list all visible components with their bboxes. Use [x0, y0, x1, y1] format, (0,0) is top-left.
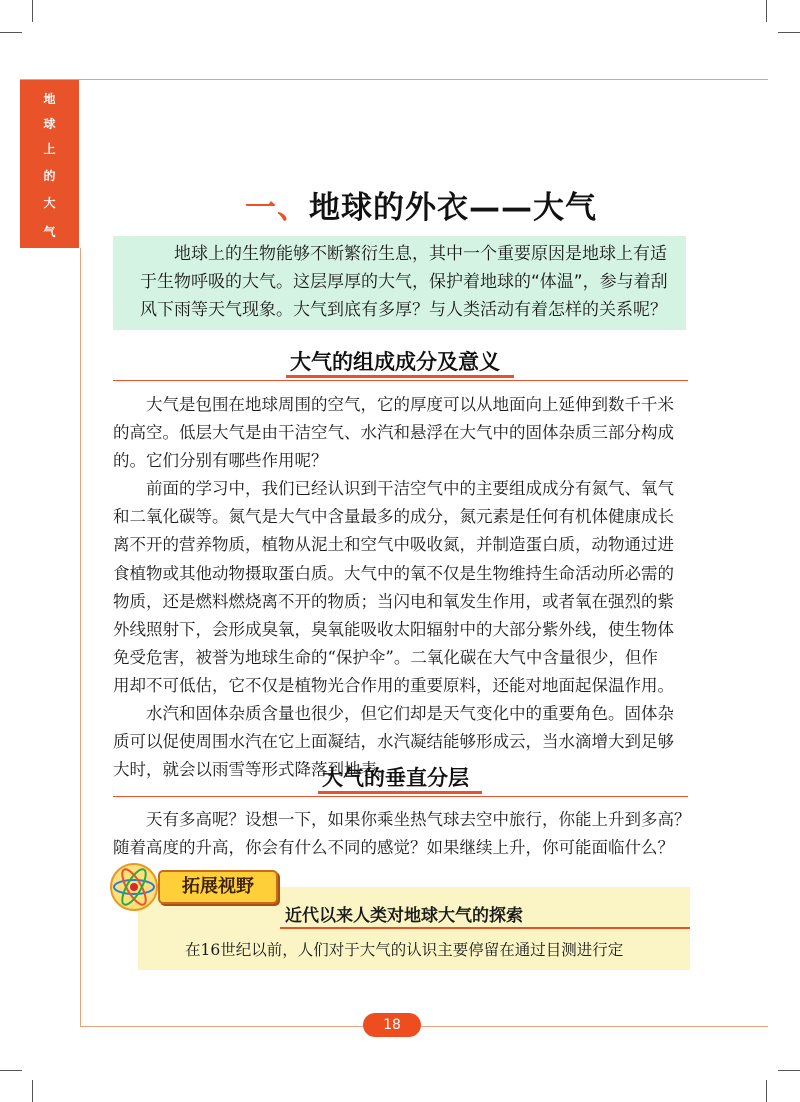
title-text: 地球的外衣——大气 — [309, 190, 597, 226]
page-title — [245, 182, 597, 227]
crop-mark — [766, 1080, 767, 1102]
side-tab-char: 上 — [43, 142, 56, 156]
body-line: 用却不可低估，它不仅是植物光合作用的重要原料，还能对地面起保温作用。 — [113, 675, 674, 695]
body-line: 大时，就会以雨雪等形式降落到地表。 — [113, 760, 394, 780]
section-heading: 大气的组成成分及意义 — [290, 350, 500, 374]
heading-underline — [286, 375, 514, 378]
expand-text: 在16世纪以前，人们对于大气的认识主要停留在通过目测进行定 — [185, 941, 624, 959]
expand-title: 近代以来人类对地球大气的探索 — [285, 906, 523, 926]
body-line: 质可以促使周围水汽在它上面凝结，水汽凝结能够形成云，当水滴增大到足够 — [113, 732, 674, 752]
body-line: 免受危害，被誉为地球生命的“保护伞”。二氧化碳在大气中含量很少，但作 — [113, 647, 658, 667]
crop-mark — [778, 32, 800, 33]
section-body — [113, 806, 691, 862]
side-tab-char: 大 — [43, 196, 56, 210]
crop-mark — [766, 0, 767, 22]
body-line: 物质，还是燃料燃烧离不开的物质；当闪电和氧发生作用，或者氧在强烈的紫 — [113, 591, 674, 611]
body-line: 天有多高呢？设想一下，如果你乘坐热气球去空中旅行，你能上升到多高？ — [146, 810, 691, 829]
crop-mark — [32, 1080, 33, 1102]
expand-rule — [280, 927, 690, 929]
expand-badge — [108, 862, 280, 910]
page-frame-left — [80, 248, 81, 1026]
crop-mark — [32, 0, 33, 22]
crop-mark — [778, 1070, 800, 1071]
body-line: 离不开的营养物质，植物从泥土和空气中吸收氮，并制造蛋白质，动物通过进 — [113, 535, 674, 555]
body-line: 大气是包围在地球周围的空气，它的厚度可以从地面向上延伸到数千千米 — [146, 395, 674, 414]
side-tab-char: 的 — [43, 169, 56, 183]
body-line: 食植物或其他动物摄取蛋白质。大气中的氧不仅是生物维持生命活动所必需的 — [113, 563, 674, 583]
body-line: 的。它们分别有哪些作用呢？ — [113, 451, 328, 471]
heading-underline — [318, 791, 482, 794]
page-frame-bottom — [80, 1026, 768, 1027]
crop-mark — [0, 32, 22, 33]
section-rule — [113, 796, 688, 797]
section-rule — [113, 380, 688, 381]
page-frame-top — [20, 79, 768, 80]
body-line: 外线照射下，会形成臭氧，臭氧能吸收太阳辐射中的大部分紫外线，使生物体 — [113, 619, 674, 639]
body-line: 随着高度的升高，你会有什么不同的感觉？如果继续上升，你可能面临什么？ — [113, 838, 674, 858]
body-line: 水汽和固体杂质含量也很少，但它们却是天气变化中的重要角色。固体杂 — [146, 704, 674, 724]
body-line: 前面的学习中，我们已经认识到干洁空气中的主要组成成分有氮气、氧气 — [146, 479, 674, 499]
page-number: 18 — [363, 1013, 421, 1037]
chapter-side-tab — [20, 80, 79, 248]
side-tab-char: 地 — [43, 92, 56, 106]
crop-mark — [0, 1070, 22, 1071]
atom-icon — [108, 862, 162, 912]
section-heading: 大气的垂直分层 — [322, 766, 469, 790]
body-line: 的高空。低层大气是由干洁空气、水汽和悬浮在大气中的固体杂质三部分构成 — [113, 423, 674, 443]
intro-line: 于生物呼吸的大气。这层厚厚的大气，保护着地球的“体温”，参与着刮 — [140, 272, 668, 292]
side-tab-char: 球 — [43, 117, 56, 131]
intro-line: 风下雨等天气现象。大气到底有多厚？与人类活动有着怎样的关系呢？ — [140, 300, 667, 320]
section-body — [113, 391, 688, 784]
intro-line: 地球上的生物能够不断繁衍生息，其中一个重要原因是地球上有适 — [174, 244, 667, 264]
expand-badge-label: 拓展视野 — [158, 870, 278, 904]
title-number: 一、 — [245, 190, 309, 226]
side-tab-char: 气 — [43, 225, 56, 239]
intro-text — [140, 240, 675, 324]
body-line: 和二氧化碳等。氮气是大气中含量最多的成分，氮元素是任何有机体健康成长 — [113, 507, 674, 527]
